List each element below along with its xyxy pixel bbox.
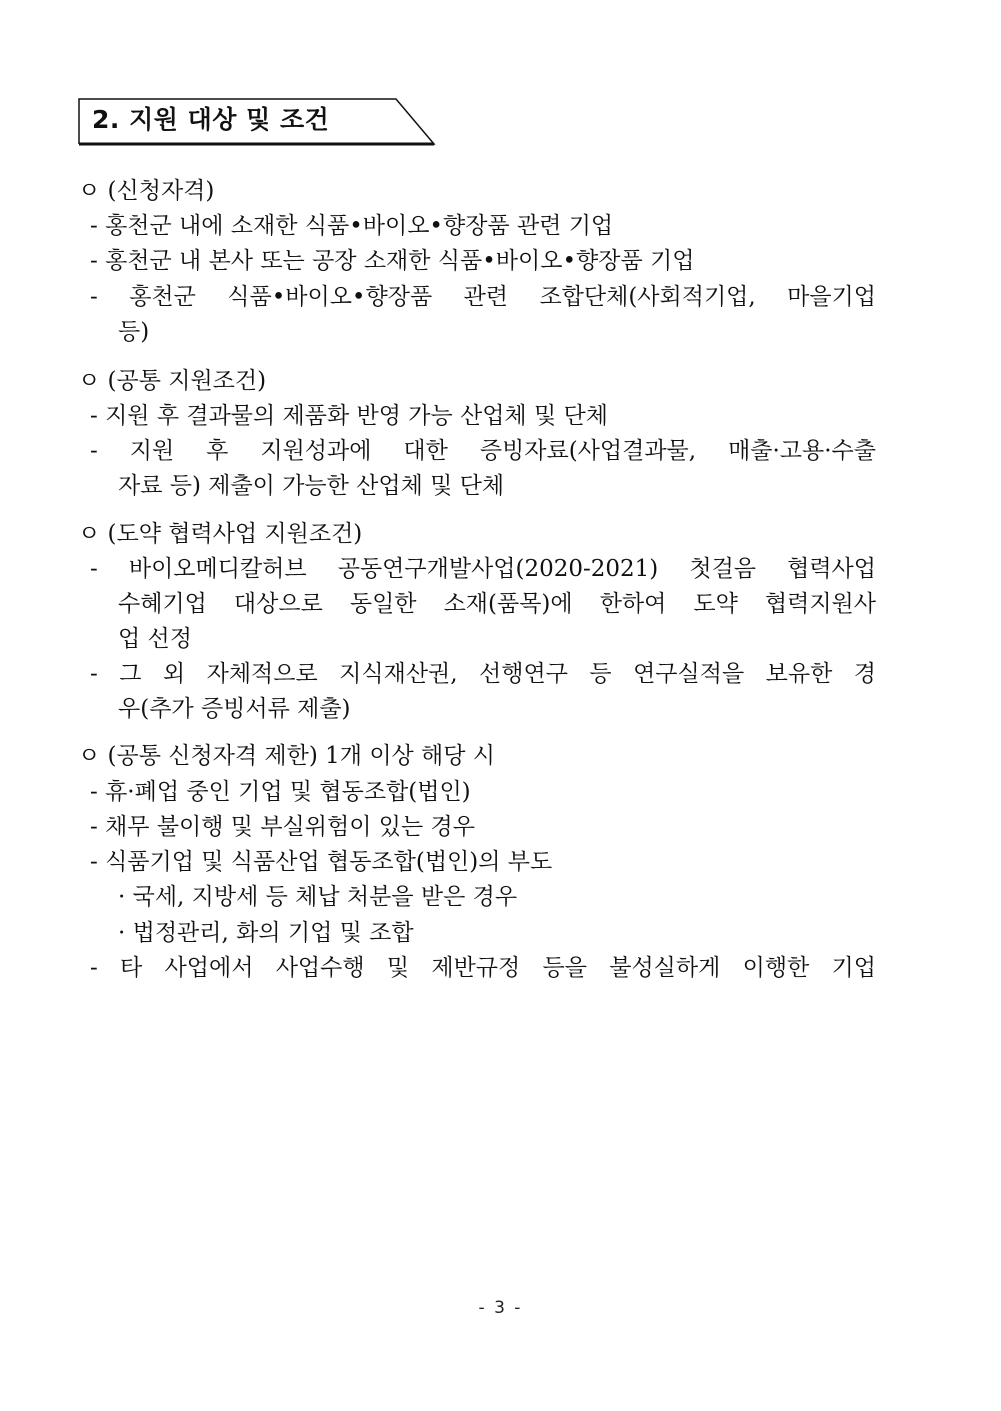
list-item: - 식품기업 및 식품산업 협동조합(법인)의 부도	[90, 849, 553, 875]
group-header-eligibility: ㅇ (신청자격)	[78, 178, 215, 204]
list-item: - 채무 불이행 및 부실위험이 있는 경우	[90, 814, 475, 840]
list-item-continuation: 자료 등) 제출이 가능한 산업체 및 단체	[118, 473, 505, 499]
sub-list-item: · 국세, 지방세 등 체납 처분을 받은 경우	[118, 884, 518, 910]
list-item: - 지원 후 지원성과에 대한 증빙자료(사업결과물, 매출·고용·수출	[90, 438, 876, 464]
list-item: - 홍천군 내에 소재한 식품•바이오•향장품 관련 기업	[90, 213, 614, 239]
list-item-continuation: 업 선정	[118, 626, 192, 652]
list-item-continuation: 수혜기업 대상으로 동일한 소재(품목)에 한하여 도약 협력지원사	[118, 591, 876, 617]
list-item: - 그 외 자체적으로 지식재산권, 선행연구 등 연구실적을 보유한 경	[90, 661, 876, 687]
page-number: - 3 -	[478, 1298, 523, 1318]
list-item-continuation: 등)	[118, 319, 150, 345]
sub-list-item: · 법정관리, 화의 기업 및 조합	[118, 920, 414, 946]
group-header-common-conditions: ㅇ (공통 지원조건)	[78, 368, 267, 394]
section-title: 2. 지원 대상 및 조건	[92, 105, 330, 134]
section-title-box	[78, 98, 436, 144]
list-item: - 홍천군 식품•바이오•향장품 관련 조합단체(사회적기업, 마을기업	[90, 284, 876, 310]
list-item: - 타 사업에서 사업수행 및 제반규정 등을 불성실하게 이행한 기업	[90, 955, 876, 981]
list-item: - 홍천군 내 본사 또는 공장 소재한 식품•바이오•향장품 기업	[90, 248, 695, 274]
list-item-continuation: 우(추가 증빙서류 제출)	[118, 696, 351, 722]
group-header-restrictions: ㅇ (공통 신청자격 제한) 1개 이상 해당 시	[78, 743, 496, 769]
group-header-leap-conditions: ㅇ (도약 협력사업 지원조건)	[78, 521, 363, 547]
list-item: - 지원 후 결과물의 제품화 반영 가능 산업체 및 단체	[90, 403, 608, 429]
list-item: - 휴·폐업 중인 기업 및 협동조합(법인)	[90, 779, 471, 805]
list-item: - 바이오메디칼허브 공동연구개발사업(2020-2021) 첫걸음 협력사업	[90, 556, 876, 582]
